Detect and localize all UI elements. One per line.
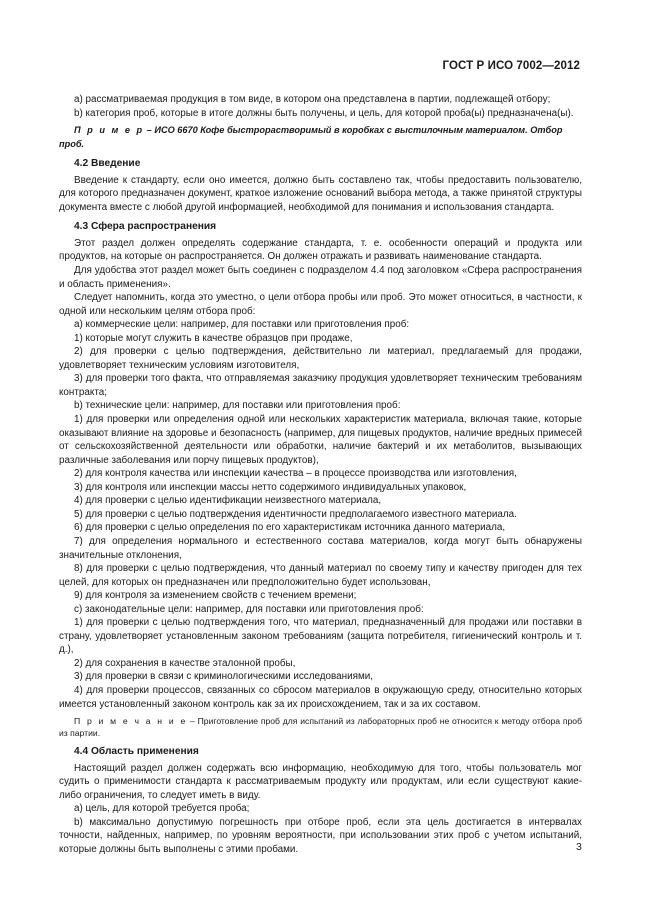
paragraph: 4) для проверки с целью идентификации неизвестного материала, xyxy=(74,495,382,507)
section-heading-4-4: 4.4 Область применения xyxy=(74,746,199,758)
paragraph: b) технические цели: например, для поставки или приготовления проб: xyxy=(74,400,401,412)
paragraph: 9) для контроля за изменением свойств с течением времени; xyxy=(74,590,357,602)
paragraph: b) максимально допустимую погрешность при отборе проб, если эта цель достигается в интервалах точности, найденных, например, по уровням вероятности, при использовании этих проб с учетом испытаний, которые должны быть выполнены с этими пробами. xyxy=(59,816,582,855)
section-4-4 xyxy=(59,762,582,857)
paragraph: 1) для проверки с целью подтверждения того, что материал, предназначенный для продажи или поставки в страну, удовлетворяет установленным законом требованиям (защита потребителя, гигиенический контроль и т. д.), xyxy=(59,617,582,656)
paragraph: Для удобства этот раздел может быть соединен с подразделом 4.4 под заголовком «Сфера распространения и область применения». xyxy=(59,265,582,290)
intro-paragraph: а) рассматриваемая продукция в том виде, в котором она представлена в партии, подлежащей отбору; xyxy=(74,94,551,105)
example-label: П р и м е р xyxy=(74,125,145,136)
paragraph: 1) для проверки или определения одной или нескольких характеристик материала, включая такие, которые оказывают влияние на здоровье и безопасность (например, для пищевых продуктов, наличие вредных примесей от сельскохозяйственной деятельности или обработки, наличие бактерий и их метаболитов, вызывающих различные заболевания или порчу пищевых продуктов), xyxy=(59,414,582,466)
document-header: ГОСТ Р ИСО 7002—2012 xyxy=(442,60,580,72)
section-heading-4-3: 4.3 Сфера распространения xyxy=(74,221,217,233)
page-number: 3 xyxy=(576,841,582,853)
section-heading-4-2: 4.2 Введение xyxy=(74,158,141,170)
paragraph: Следует напомнить, когда это уместно, о цели отбора пробы или проб. Это может относиться, в частности, к одной или нескольким целям отбора проб: xyxy=(59,292,582,317)
paragraph: 3) для проверки в связи с криминологическими исследованиями, xyxy=(74,671,374,683)
paragraph: Введение к стандарту, если оно имеется, должно быть составлено так, чтобы предоставить пользователю, для которого предназначен документ, краткое изложение оснований выбора метода, а также принятой структуры документа вместе с любой другой информацией, необходимой для понимания и использования стандарта. xyxy=(59,174,582,213)
paragraph: а) цель, для которой требуется проба; xyxy=(74,803,250,815)
paragraph: 2) для контроля качества или инспекции качества – в процессе производства или изготовления, xyxy=(74,468,517,480)
paragraph: с) законодательные цели: например, для поставки или приготовления проб: xyxy=(74,603,424,615)
section-4-3 xyxy=(59,237,582,711)
section-4-2 xyxy=(59,174,582,215)
example-line xyxy=(59,124,582,151)
paragraph: 3) для проверки того факта, что отправляемая заказчику продукция удовлетворяет техническим требованиям контракта; xyxy=(59,373,582,398)
paragraph: 8) для проверки с целью подтверждения, что данный материал по своему типу и качеству пригоден для тех целей, для которых он предназначен или предположительно будет использован, xyxy=(59,563,582,588)
paragraph: 1) которые могут служить в качестве образцов при продаже, xyxy=(74,332,353,344)
paragraph: 4) для проверки процессов, связанных со сбросом материалов в окружающую среду, относительно которых имеется установленный законом контроль как за их происхождением, так и за их составом. xyxy=(59,684,582,710)
paragraph: 6) для проверки с целью определения по его характеристикам источника данного материала, xyxy=(74,522,506,534)
paragraph: 2) для сохранения в качестве эталонной пробы, xyxy=(74,657,296,669)
paragraph: Этот раздел должен определять содержание стандарта, т. е. особенности операций и продукта или продуктов, на которые он распространяется. Он должен отражать и развивать наименование стандарта. xyxy=(59,237,582,263)
intro-paragraph: b) категория проб, которые в итоге должны быть получены, и цель, для которой проба(ы) предназначена(ы). xyxy=(74,107,574,119)
document-body xyxy=(59,93,582,856)
paragraph: 7) для определения нормального и естественного состава материалов, когда могут быть обнаружены значительные отклонения, xyxy=(59,535,582,561)
example-text: – ИСО 6670 Кофе быстрорастворимый в коробках с выстилочным материалом. Отбор проб. xyxy=(59,125,563,149)
note-label: П р и м е ч а н и е xyxy=(74,716,188,727)
note-text: – Приготовление проб для испытаний из лабораторных проб не относится к методу отбора проб из партии. xyxy=(59,716,583,739)
note-line xyxy=(59,715,582,739)
paragraph: а) коммерческие цели: например, для поставки или приготовления проб: xyxy=(74,319,410,331)
paragraph: 3) для контроля или инспекции массы нетто содержимого индивидуальных упаковок, xyxy=(74,481,467,493)
paragraph: 5) для проверки с целью подтверждения идентичности предполагаемого известного материала. xyxy=(74,508,517,520)
paragraph: 2) для проверки с целью подтверждения, действительно ли материал, предлагаемый для продажи, удовлетворяет техническим условиям изготовителя, xyxy=(59,346,582,371)
paragraph: Настоящий раздел должен содержать всю информацию, необходимую для того, чтобы пользователь мог судить о применимости стандарта к рассматриваемым продукту или продуктам, или если существуют какие-либо ограничения, то следует иметь в виду. xyxy=(59,762,582,801)
